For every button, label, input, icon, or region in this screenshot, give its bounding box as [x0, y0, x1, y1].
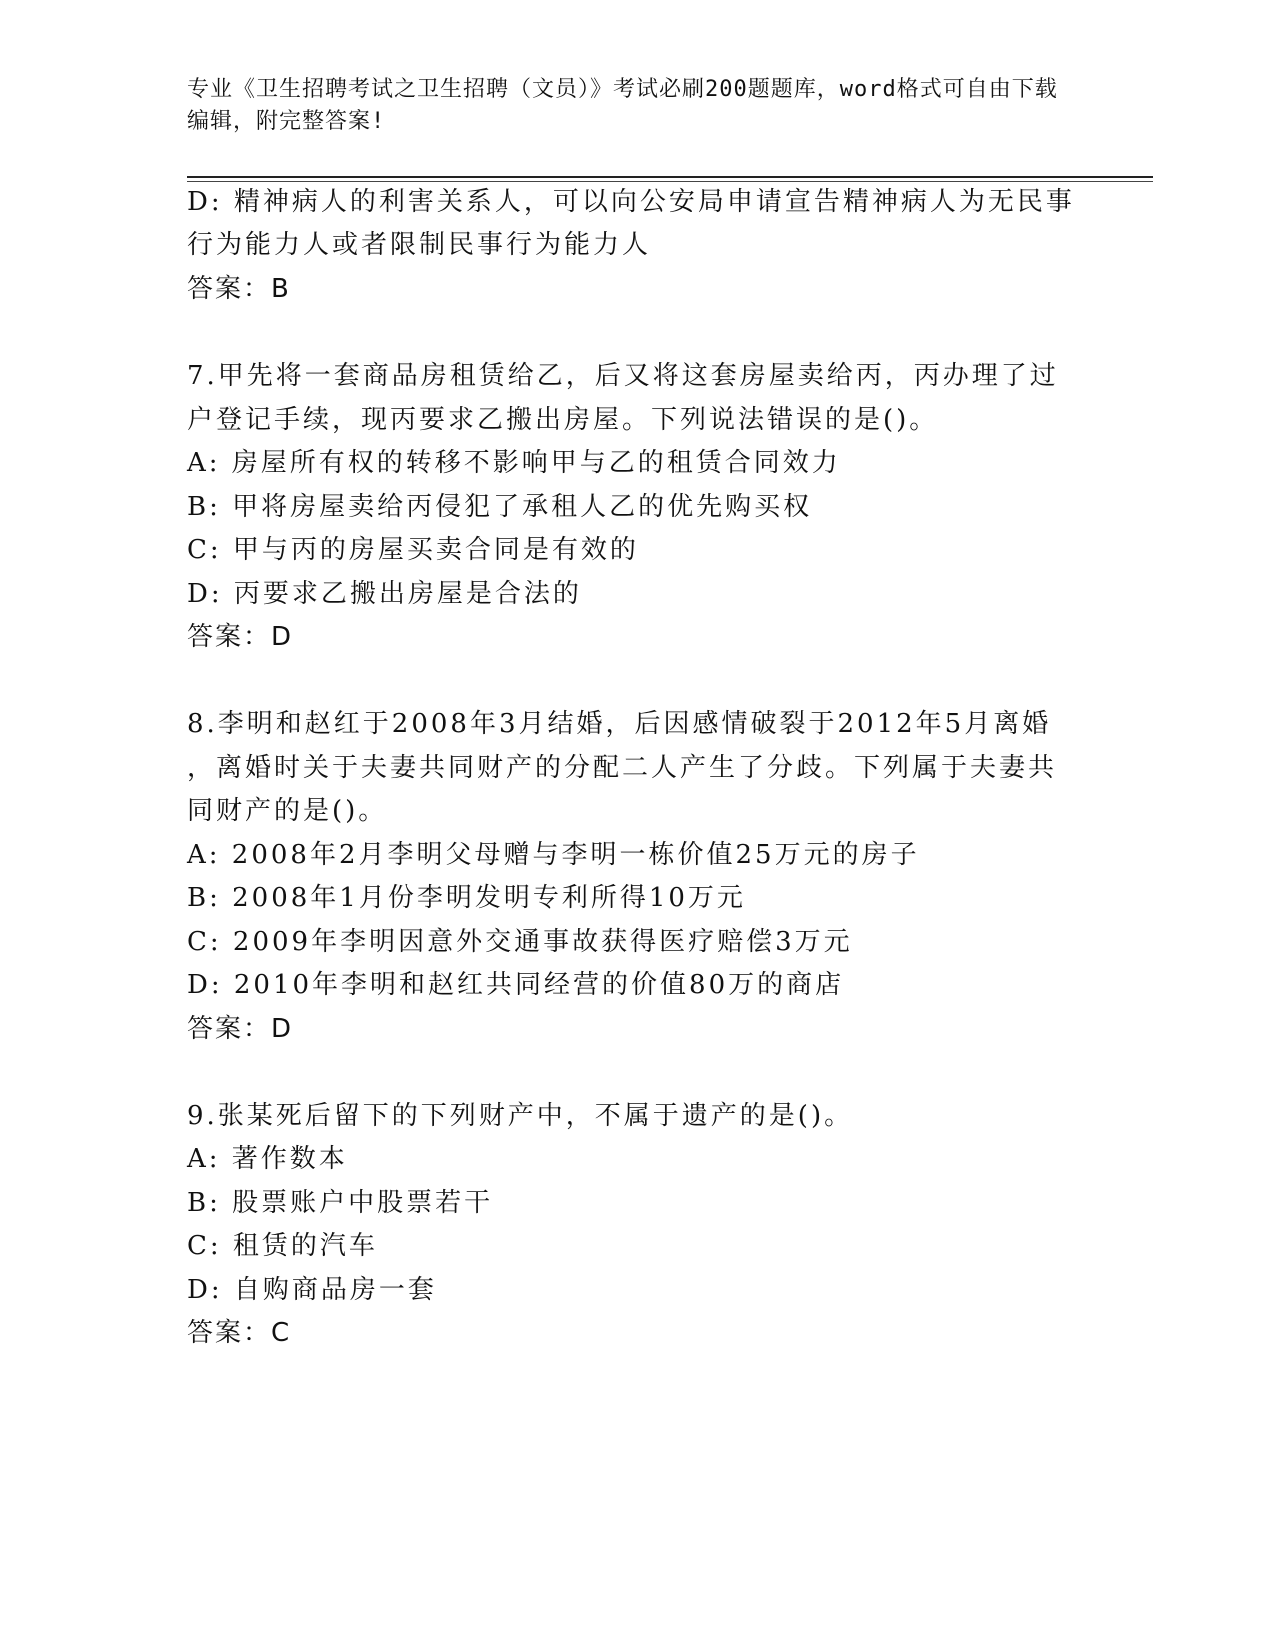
q8-option-d: D: 2010年李明和赵红共同经营的价值80万的商店 — [187, 970, 845, 1000]
q9-answer: 答案：C — [187, 1318, 292, 1348]
q9-stem-line1: 9.张某死后留下的下列财产中，不属于遗产的是()。 — [187, 1101, 854, 1131]
prev-answer: 答案：B — [187, 274, 291, 304]
q9-option-a: A: 著作数本 — [187, 1144, 348, 1174]
q7-option-c: C: 甲与丙的房屋买卖合同是有效的 — [187, 535, 639, 565]
prev-option-d-line2: 行为能力人或者限制民事行为能力人 — [187, 230, 652, 260]
header-divider-thick — [187, 176, 1153, 178]
q9-option-d: D: 自购商品房一套 — [187, 1275, 437, 1305]
header-divider-thin — [187, 181, 1153, 182]
q8-stem-line3: 同财产的是()。 — [187, 796, 388, 826]
q9-option-b: B: 股票账户中股票若干 — [187, 1188, 494, 1218]
q8-option-b: B: 2008年1月份李明发明专利所得10万元 — [187, 883, 746, 913]
q9-option-c: C: 租赁的汽车 — [187, 1231, 378, 1261]
q8-answer: 答案：D — [187, 1014, 294, 1044]
q8-stem-line2: ，离婚时关于夫妻共同财产的分配二人产生了分歧。下列属于夫妻共 — [187, 753, 1058, 783]
q7-option-d: D: 丙要求乙搬出房屋是合法的 — [187, 579, 582, 609]
q7-stem-line1: 7.甲先将一套商品房租赁给乙，后又将这套房屋卖给丙，丙办理了过 — [187, 361, 1059, 391]
q8-option-c: C: 2009年李明因意外交通事故获得医疗赔偿3万元 — [187, 927, 853, 957]
q7-option-a: A: 房屋所有权的转移不影响甲与乙的租赁合同效力 — [187, 448, 841, 478]
prev-option-d-line1: D: 精神病人的利害关系人，可以向公安局申请宣告精神病人为无民事 — [187, 187, 1075, 217]
q8-option-a: A: 2008年2月李明父母赠与李明一栋价值25万元的房子 — [187, 840, 920, 870]
q8-stem-line1: 8.李明和赵红于2008年3月结婚，后因感情破裂于2012年5月离婚 — [187, 709, 1052, 739]
q7-answer: 答案：D — [187, 622, 294, 652]
q7-option-b: B: 甲将房屋卖给丙侵犯了承租人乙的优先购买权 — [187, 492, 813, 522]
q7-stem-line2: 户登记手续，现丙要求乙搬出房屋。下列说法错误的是()。 — [187, 405, 939, 435]
document-header: 专业《卫生招聘考试之卫生招聘（文员）》考试必刷200题题库，word格式可自由下载编辑，附完整答案! — [187, 77, 1058, 134]
